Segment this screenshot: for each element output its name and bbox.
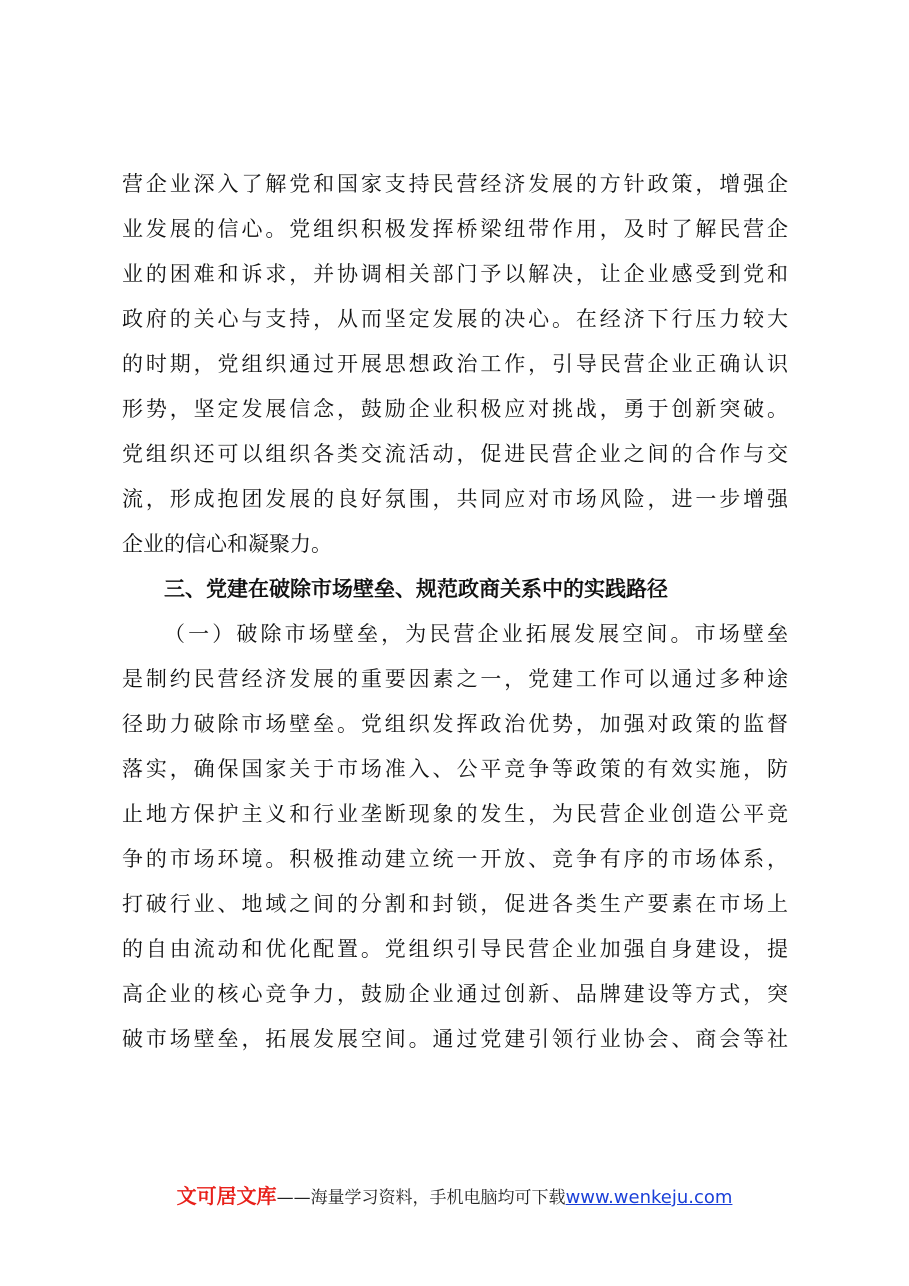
text-line: 的时期，党组织通过开展思想政治工作，引导民营企业正确认识	[122, 352, 788, 376]
text-line: 径助力破除市场壁垒。党组织发挥政治优势，加强对政策的监督	[122, 712, 788, 736]
text-line: 业发展的信心。党组织积极发挥桥梁纽带作用，及时了解民营企	[122, 217, 788, 241]
text-line: 形势，坚定发展信念，鼓励企业积极应对挑战，勇于创新突破。	[122, 397, 788, 421]
text-line: 企业的信心和凝聚力。	[122, 532, 332, 556]
text-line: 落实，确保国家关于市场准入、公平竞争等政策的有效实施，防	[122, 757, 788, 781]
text-line: （一）破除市场壁垒，为民营企业拓展发展空间。市场壁垒	[164, 622, 788, 646]
section-heading: 三、党建在破除市场壁垒、规范政商关系中的实践路径	[164, 577, 668, 601]
text-line: 政府的关心与支持，从而坚定发展的决心。在经济下行压力较大	[122, 307, 788, 331]
text-line: 流，形成抱团发展的良好氛围，共同应对市场风险，进一步增强	[122, 487, 788, 511]
text-line: 止地方保护主义和行业垄断现象的发生，为民营企业创造公平竞	[122, 802, 788, 826]
paragraph-continuation	[122, 162, 788, 567]
footer-link[interactable]: www.wenkeju.com	[565, 1187, 733, 1208]
text-line: 是制约民营经济发展的重要因素之一，党建工作可以通过多种途	[122, 667, 788, 691]
text-line: 争的市场环境。积极推动建立统一开放、竞争有序的市场体系，	[122, 847, 788, 871]
paragraph-market-barriers	[122, 612, 788, 1062]
text-line: 高企业的核心竞争力，鼓励企业通过创新、品牌建设等方式，突	[122, 982, 788, 1006]
text-line: 业的困难和诉求，并协调相关部门予以解决，让企业感受到党和	[122, 262, 788, 286]
text-line: 党组织还可以组织各类交流活动，促进民营企业之间的合作与交	[122, 442, 788, 466]
text-line: 破市场壁垒，拓展发展空间。通过党建引领行业协会、商会等社	[122, 1027, 788, 1051]
footer-brand: 文可居文库	[176, 1184, 277, 1208]
text-line: 的自由流动和优化配置。党组织引导民营企业加强自身建设，提	[122, 937, 788, 961]
footer-banner	[0, 1180, 909, 1209]
document-body	[122, 162, 788, 1062]
text-line: 营企业深入了解党和国家支持民营经济发展的方针政策，增强企	[122, 172, 788, 196]
text-line: 打破行业、地域之间的分割和封锁，促进各类生产要素在市场上	[122, 892, 788, 916]
footer-tagline: ——海量学习资料，手机电脑均可下载	[276, 1188, 566, 1208]
